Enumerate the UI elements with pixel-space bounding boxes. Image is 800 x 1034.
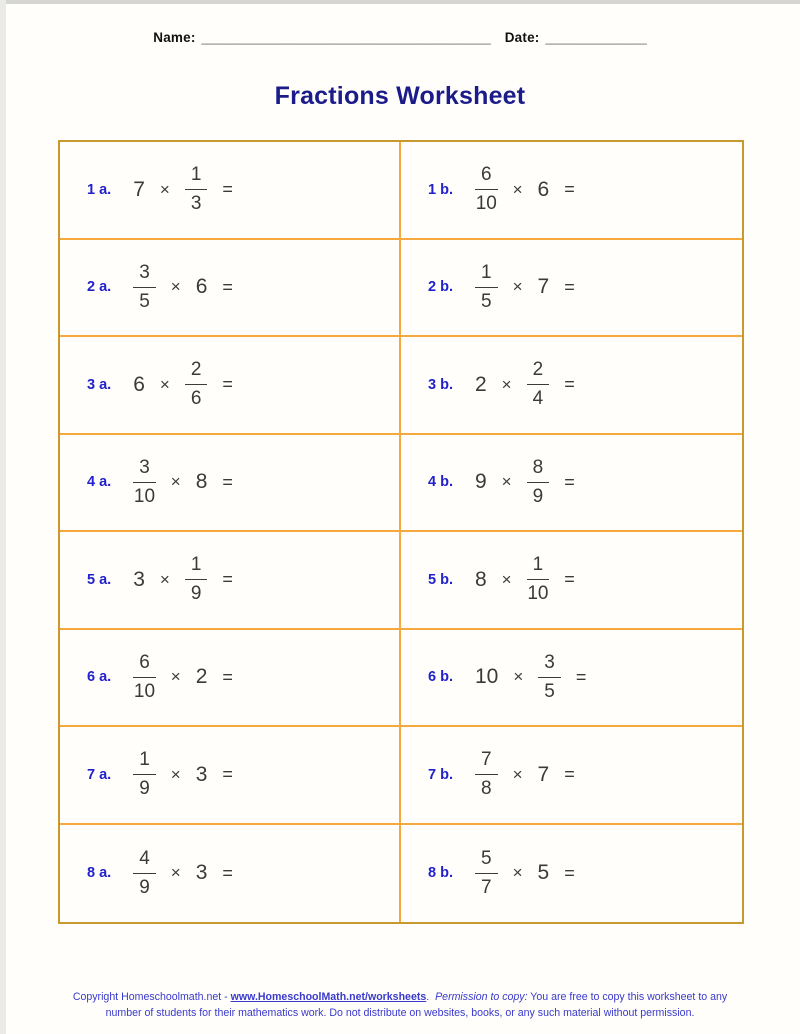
permission-to-copy-italic: Permission to copy: bbox=[435, 991, 528, 1004]
fraction-numerator: 2 bbox=[527, 359, 550, 385]
problem-cell bbox=[60, 435, 401, 533]
page-edge-top bbox=[0, 0, 800, 4]
equals-sign: = bbox=[564, 471, 575, 492]
problem-label: 8 a. bbox=[87, 865, 112, 882]
factor-whole: 7 bbox=[537, 275, 550, 299]
factor-whole: 3 bbox=[133, 567, 145, 591]
date-blank-line: ______________ bbox=[545, 30, 647, 45]
problem-cell bbox=[60, 142, 401, 240]
problem-cell bbox=[401, 630, 742, 728]
problem-cell bbox=[401, 435, 742, 533]
header-fields bbox=[0, 30, 800, 45]
times-sign: × bbox=[170, 667, 181, 687]
fraction-numerator: 3 bbox=[133, 457, 156, 483]
problem-cell bbox=[60, 532, 401, 630]
fraction bbox=[475, 848, 498, 899]
problem-cell bbox=[60, 337, 401, 435]
problem-cell bbox=[401, 337, 742, 435]
times-sign: × bbox=[159, 569, 170, 589]
equals-sign: = bbox=[564, 764, 575, 785]
times-sign: × bbox=[513, 667, 524, 687]
factor-whole: 2 bbox=[195, 665, 208, 689]
fraction bbox=[185, 359, 208, 410]
fraction bbox=[527, 359, 550, 410]
problem-label: 3 b. bbox=[428, 376, 453, 393]
fraction bbox=[185, 554, 208, 605]
fraction-denominator: 10 bbox=[475, 193, 497, 215]
fraction bbox=[527, 457, 550, 508]
problem-cell bbox=[60, 240, 401, 338]
problem-cell bbox=[60, 825, 401, 923]
fraction bbox=[475, 749, 498, 800]
times-sign: × bbox=[170, 472, 181, 492]
problem-label: 1 b. bbox=[428, 181, 453, 198]
times-sign: × bbox=[170, 277, 181, 297]
factor-whole: 8 bbox=[474, 567, 487, 591]
problem-label: 7 a. bbox=[87, 766, 112, 783]
equals-sign: = bbox=[222, 862, 233, 883]
problem-label: 4 b. bbox=[428, 474, 453, 491]
fraction-numerator: 2 bbox=[185, 359, 208, 385]
times-sign: × bbox=[159, 179, 170, 199]
fraction-numerator: 3 bbox=[538, 652, 561, 678]
factor-whole: 7 bbox=[133, 177, 145, 201]
problem-cell bbox=[401, 727, 742, 825]
equals-sign: = bbox=[222, 276, 233, 297]
times-sign: × bbox=[501, 569, 512, 589]
worksheet-table bbox=[58, 140, 744, 924]
fraction-denominator: 8 bbox=[480, 778, 492, 800]
fraction bbox=[133, 457, 156, 508]
fraction-denominator: 5 bbox=[480, 290, 492, 312]
problem-label: 2 a. bbox=[87, 279, 112, 296]
fraction bbox=[133, 749, 156, 800]
fraction-denominator: 6 bbox=[190, 388, 202, 410]
problem-cell bbox=[401, 532, 742, 630]
equals-sign: = bbox=[222, 471, 233, 492]
times-sign: × bbox=[501, 374, 512, 394]
fraction-numerator: 3 bbox=[133, 262, 156, 288]
fraction bbox=[475, 262, 498, 313]
fraction-denominator: 10 bbox=[133, 485, 156, 507]
problem-label: 3 a. bbox=[87, 376, 112, 393]
factor-whole: 8 bbox=[195, 470, 208, 494]
times-sign: × bbox=[512, 179, 523, 199]
fraction bbox=[133, 262, 156, 313]
permission-rest-text: You are free to copy this worksheet to any number of students for their mathematics work. Do not distribute on websites, books, or any such material without permission. bbox=[105, 991, 728, 1020]
equals-sign: = bbox=[222, 569, 233, 590]
fraction-denominator: 9 bbox=[139, 876, 150, 898]
problem-label: 7 b. bbox=[428, 766, 453, 783]
times-sign: × bbox=[170, 764, 181, 784]
factor-whole: 7 bbox=[537, 762, 550, 786]
fraction-numerator: 6 bbox=[133, 652, 156, 678]
fraction-denominator: 9 bbox=[532, 485, 544, 507]
factor-whole: 6 bbox=[133, 372, 145, 396]
fraction-denominator: 9 bbox=[190, 583, 202, 605]
factor-whole: 6 bbox=[195, 275, 208, 299]
fraction-numerator: 1 bbox=[185, 164, 208, 190]
page-edge-left bbox=[0, 0, 6, 1034]
fraction bbox=[185, 164, 208, 215]
equals-sign: = bbox=[564, 569, 575, 590]
equals-sign: = bbox=[222, 179, 233, 200]
factor-whole: 9 bbox=[474, 470, 487, 494]
fraction-numerator: 1 bbox=[475, 262, 498, 288]
fraction-denominator: 3 bbox=[190, 193, 202, 215]
equals-sign: = bbox=[222, 374, 233, 395]
page-title: Fractions Worksheet bbox=[274, 82, 526, 110]
factor-whole: 5 bbox=[537, 861, 550, 885]
fraction bbox=[538, 652, 561, 703]
times-sign: × bbox=[159, 374, 170, 394]
equals-sign: = bbox=[564, 862, 575, 883]
fraction bbox=[475, 164, 498, 215]
times-sign: × bbox=[512, 764, 523, 784]
fraction-denominator: 9 bbox=[139, 778, 150, 800]
equals-sign: = bbox=[564, 374, 575, 395]
factor-whole: 10 bbox=[474, 665, 499, 689]
equals-sign: = bbox=[575, 666, 587, 687]
problem-cell bbox=[401, 240, 742, 338]
factor-whole: 2 bbox=[474, 372, 487, 396]
problem-label: 4 a. bbox=[87, 474, 112, 491]
problem-label: 2 b. bbox=[428, 279, 453, 296]
fraction-numerator: 7 bbox=[475, 749, 498, 775]
after-link-text: . bbox=[426, 991, 436, 1004]
fraction-numerator: 4 bbox=[133, 848, 156, 874]
fraction-numerator: 8 bbox=[527, 457, 550, 483]
fraction bbox=[527, 554, 550, 605]
factor-whole: 3 bbox=[195, 861, 208, 885]
problem-cell bbox=[401, 142, 742, 240]
fraction-denominator: 10 bbox=[527, 583, 549, 605]
name-label: Name: bbox=[153, 30, 196, 45]
problem-cell bbox=[60, 630, 401, 728]
equals-sign: = bbox=[564, 276, 575, 297]
fraction-numerator: 1 bbox=[527, 554, 550, 580]
name-blank-line: ________________________________________ bbox=[201, 30, 491, 45]
fraction-numerator: 1 bbox=[185, 554, 208, 580]
fraction-denominator: 7 bbox=[480, 876, 492, 898]
times-sign: × bbox=[170, 863, 181, 883]
problem-label: 6 a. bbox=[87, 669, 112, 686]
problem-label: 8 b. bbox=[428, 865, 453, 882]
fraction-denominator: 10 bbox=[133, 680, 156, 702]
problem-label: 1 a. bbox=[87, 181, 112, 198]
copyright-prefix: Copyright Homeschoolmath.net - bbox=[72, 991, 231, 1004]
footer-copyright bbox=[58, 990, 742, 1022]
fraction bbox=[133, 848, 156, 899]
times-sign: × bbox=[512, 277, 523, 297]
fraction-denominator: 4 bbox=[532, 388, 544, 410]
problem-label: 5 a. bbox=[87, 571, 112, 588]
problem-cell bbox=[401, 825, 742, 923]
fraction bbox=[133, 652, 156, 703]
worksheets-link[interactable]: www.HomeschoolMath.net/worksheets bbox=[230, 991, 427, 1004]
factor-whole: 6 bbox=[537, 177, 550, 201]
equals-sign: = bbox=[222, 666, 233, 687]
fraction-numerator: 6 bbox=[475, 164, 498, 190]
problem-cell bbox=[60, 727, 401, 825]
fraction-numerator: 5 bbox=[475, 848, 498, 874]
factor-whole: 3 bbox=[195, 762, 208, 786]
fraction-denominator: 5 bbox=[139, 290, 150, 312]
equals-sign: = bbox=[222, 764, 233, 785]
fraction-numerator: 1 bbox=[133, 749, 156, 775]
fraction-denominator: 5 bbox=[544, 680, 555, 702]
problem-label: 5 b. bbox=[428, 571, 453, 588]
equals-sign: = bbox=[564, 179, 575, 200]
date-label: Date: bbox=[504, 30, 540, 45]
times-sign: × bbox=[501, 472, 512, 492]
times-sign: × bbox=[512, 863, 523, 883]
problem-label: 6 b. bbox=[428, 669, 453, 686]
